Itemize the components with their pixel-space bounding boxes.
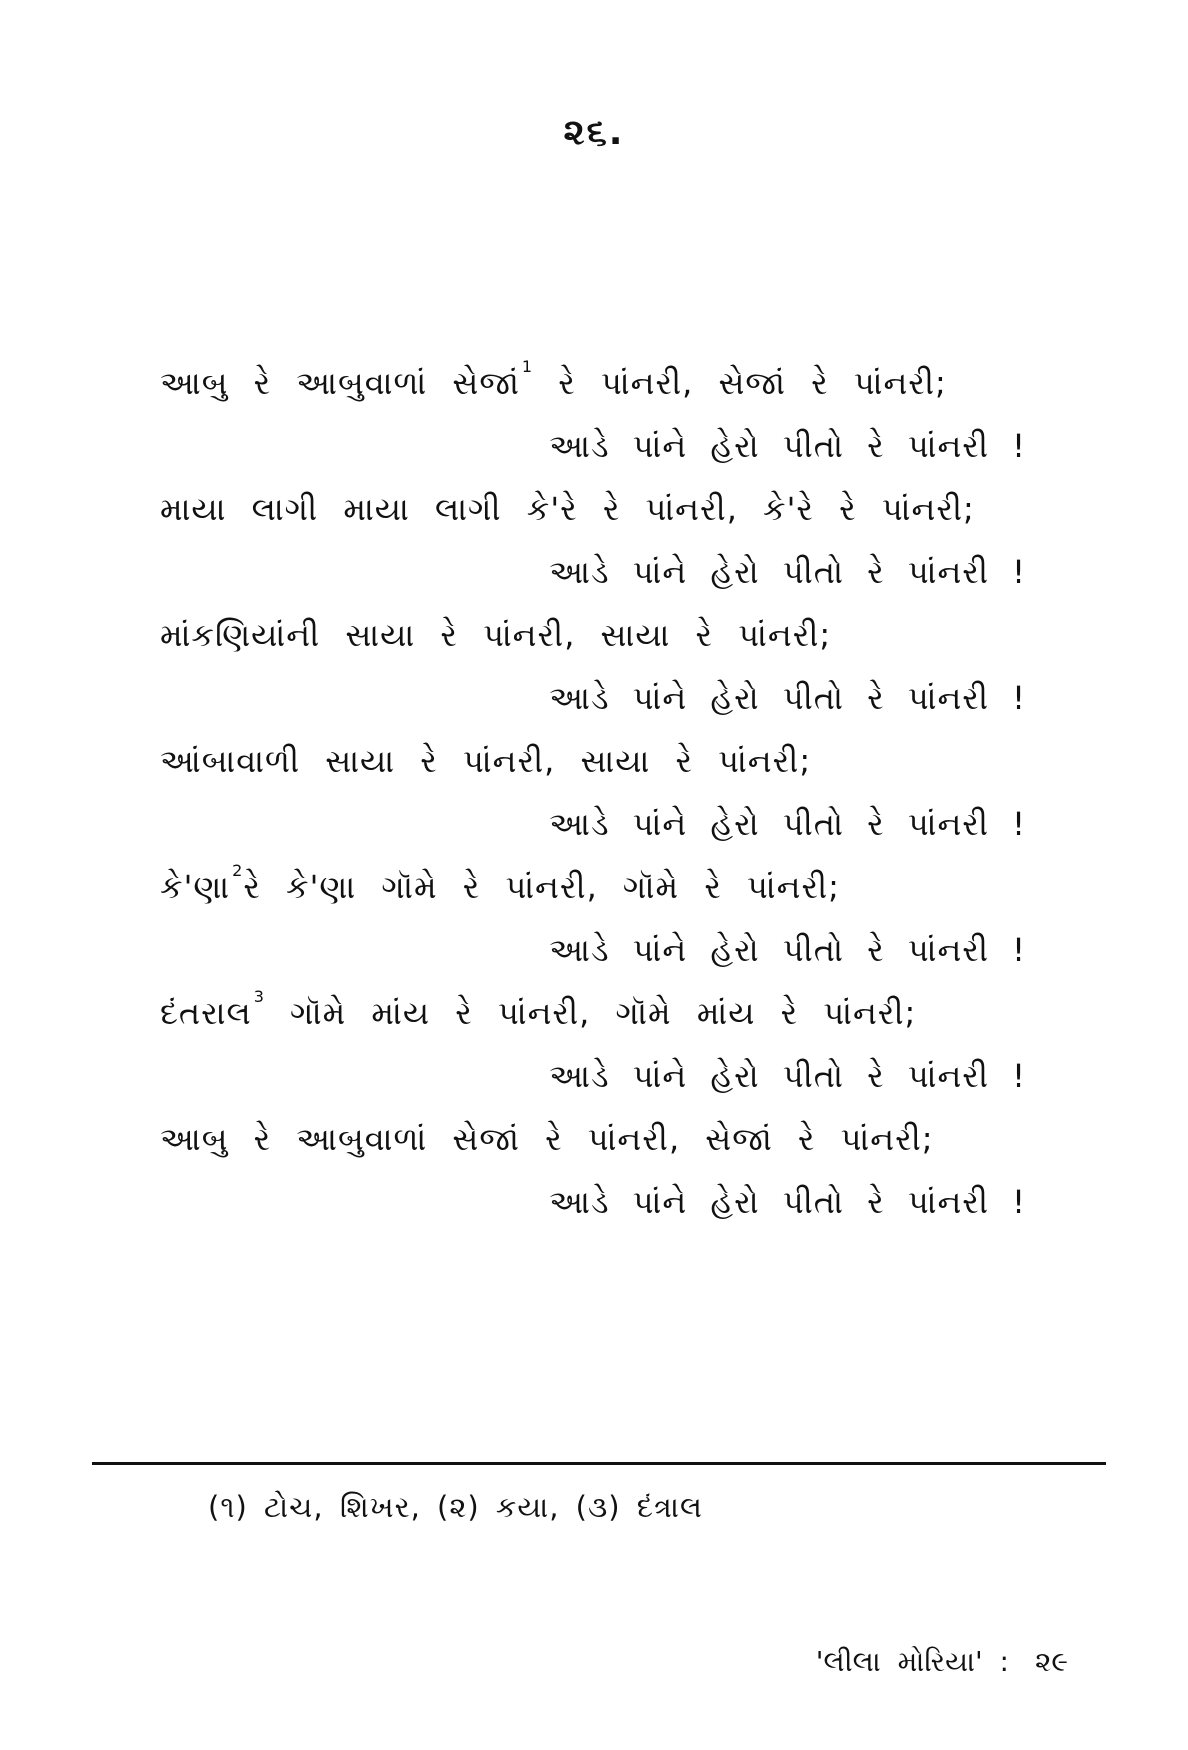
poem-refrain: આડે પાંને હેરો પીતો રે પાંનરી !: [549, 805, 1026, 843]
poem-refrain: આડે પાંને હેરો પીતો રે પાંનરી !: [549, 553, 1026, 591]
poem: [160, 352, 1030, 1234]
footnote-marker: 3: [253, 987, 265, 1006]
poem-refrain: આડે પાંને હેરો પીતો રે પાંનરી !: [549, 1183, 1026, 1221]
poem-line: આબુ રે આબુવાળાં સેજાં રે પાંનરી, સેજાં રે પાંનરી;: [160, 1120, 934, 1158]
poem-line-text: ગૉમે માંય રે પાંનરી, ગૉમે માંય રે પાંનરી;: [264, 994, 917, 1032]
poem-line-text: દંતરાલ: [160, 994, 252, 1032]
footnote: (૧) ટોચ, શિખર, (૨) કયા, (૩) દંત્રાલ: [208, 1490, 703, 1524]
footnote-divider: [92, 1462, 1106, 1465]
page-number: ૨૬.: [563, 112, 625, 153]
poem-line: [160, 856, 1030, 919]
poem-line: માયા લાગી માયા લાગી કે'રે રે પાંનરી, કે'રે રે પાંનરી;: [160, 490, 975, 528]
poem-line: [160, 352, 1030, 415]
poem-line-text: આબુ રે આબુવાળાં સેજાં: [160, 364, 520, 402]
poem-refrain: આડે પાંને હેરો પીતો રે પાંનરી !: [549, 679, 1026, 717]
footer-title: 'લીલા મોરિયા' :: [815, 1645, 1009, 1678]
running-footer: [816, 1645, 1068, 1679]
poem-line: [160, 982, 1030, 1045]
poem-line-text: રે પાંનરી, સેજાં રે પાંનરી;: [533, 364, 947, 402]
footnote-marker: 1: [521, 357, 534, 376]
footnote-marker: 2: [232, 861, 244, 880]
poem-line: આંબાવાળી સાયા રે પાંનરી, સાયા રે પાંનરી;: [160, 742, 812, 780]
poem-refrain: આડે પાંને હેરો પીતો રે પાંનરી !: [549, 931, 1026, 969]
poem-line-text: કે'ણા: [160, 868, 231, 906]
poem-refrain: આડે પાંને હેરો પીતો રે પાંનરી !: [549, 427, 1026, 465]
poem-line: માંકણિયાંની સાયા રે પાંનરી, સાયા રે પાંનરી;: [160, 616, 832, 654]
poem-line-text: રે કે'ણા ગૉમે રે પાંનરી, ગૉમે રે પાંનરી;: [243, 868, 840, 906]
poem-refrain: આડે પાંને હેરો પીતો રે પાંનરી !: [549, 1057, 1026, 1095]
footer-page-number: ૨૯: [1034, 1645, 1068, 1678]
